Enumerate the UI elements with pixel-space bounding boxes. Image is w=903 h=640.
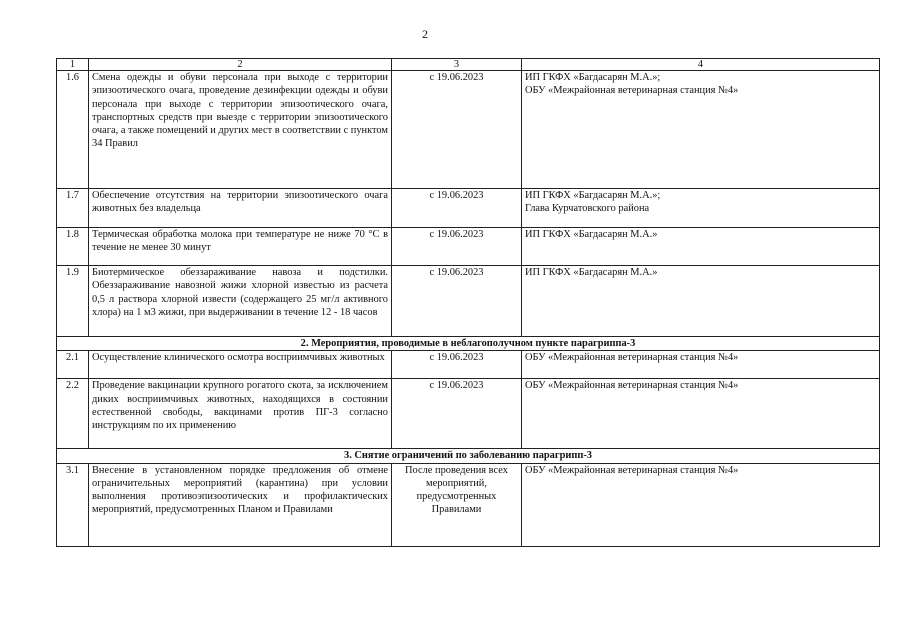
row-description: Внесение в установленном порядке предложения об отмене ограничительных мероприятий (карантина) при условии выполнения противоэпизоотических и профилактических мероприятий, предусмотренных Планом и Правилами	[89, 463, 392, 546]
measures-table	[56, 58, 880, 547]
row-description: Термическая обработка молока при температуре не ниже 70 °С в течение не менее 30 минут	[89, 228, 392, 266]
table-row-1-7	[57, 189, 880, 228]
header-col-4: 4	[522, 59, 880, 71]
row-date: с 19.06.2023	[392, 71, 522, 189]
page-number: 2	[422, 27, 428, 41]
row-executors	[522, 228, 880, 266]
row-description: Проведение вакцинации крупного рогатого скота, за исключением диких восприимчивых животных, находящихся в состоянии естественной свободы, вакцинами против ПГ-3 согласно инструкциям по их применению	[89, 379, 392, 449]
executor: Глава Курчатовского района	[525, 203, 650, 215]
row-date: с 19.06.2023	[392, 379, 522, 449]
table-row-1-9	[57, 266, 880, 337]
executor: ОБУ «Межрайонная ветеринарная станция №4»	[525, 464, 739, 476]
row-number: 1.9	[57, 266, 89, 337]
row-executors	[522, 379, 880, 449]
section-title: 3. Снятие ограничений по заболеванию парагрипп-3	[57, 449, 880, 463]
table-header-row	[57, 59, 880, 71]
executor: ОБУ «Межрайонная ветеринарная станция №4»	[525, 380, 739, 392]
row-number: 3.1	[57, 463, 89, 546]
row-executors	[522, 189, 880, 228]
executor: ИП ГКФХ «Багдасарян М.А.»	[525, 229, 658, 240]
table-row-3-1	[57, 463, 880, 546]
table-row-1-8	[57, 228, 880, 266]
table-row-2-2	[57, 379, 880, 449]
row-description: Биотермическое обеззараживание навоза и подстилки. Обеззараживание навозной жижи хлорной известью из расчета 0,5 л раствора хлорной извести (содержащего 25 мг/л активного хлора) на 1 м3 жижи, при выдерживании в течение 12 - 18 часов	[89, 266, 392, 337]
executor: ИП ГКФХ «Багдасарян М.А.»;	[525, 72, 661, 83]
row-executors	[522, 463, 880, 546]
row-number: 1.8	[57, 228, 89, 266]
section-heading-2	[57, 337, 880, 351]
header-col-2: 2	[89, 59, 392, 71]
row-number: 1.6	[57, 71, 89, 189]
row-executors	[522, 266, 880, 337]
row-description: Осуществление клинического осмотра восприимчивых животных	[89, 351, 392, 379]
header-col-3: 3	[392, 59, 522, 71]
row-number: 2.1	[57, 351, 89, 379]
executor: ИП ГКФХ «Багдасарян М.А.»;	[525, 190, 661, 201]
table-row-1-6	[57, 71, 880, 189]
executor: ИП ГКФХ «Багдасарян М.А.»	[525, 267, 658, 278]
row-date: с 19.06.2023	[392, 228, 522, 266]
row-date: После проведения всех мероприятий, предусмотренных Правилами	[392, 463, 522, 546]
row-description: Смена одежды и обуви персонала при выходе с территории эпизоотического очага, проведение дезинфекции одежды и обуви персонала при выходе с территории эпизоотического очага, транспортных средств при выезде с территории эпизоотического очага, а также помещений и других мест в соответствии с пунктом 34 Правил	[89, 71, 392, 189]
row-number: 2.2	[57, 379, 89, 449]
executor: ОБУ «Межрайонная ветеринарная станция №4»	[525, 352, 739, 364]
row-date: с 19.06.2023	[392, 266, 522, 337]
section-title: 2. Мероприятия, проводимые в неблагополучном пункте парагриппа-3	[57, 337, 880, 351]
row-number: 1.7	[57, 189, 89, 228]
row-description: Обеспечение отсутствия на территории эпизоотического очага животных без владельца	[89, 189, 392, 228]
row-executors	[522, 351, 880, 379]
row-date: с 19.06.2023	[392, 189, 522, 228]
section-heading-3	[57, 449, 880, 463]
row-executors	[522, 71, 880, 189]
table-row-2-1	[57, 351, 880, 379]
header-col-1: 1	[57, 59, 89, 71]
row-date: с 19.06.2023	[392, 351, 522, 379]
executor: ОБУ «Межрайонная ветеринарная станция №4»	[525, 85, 739, 97]
